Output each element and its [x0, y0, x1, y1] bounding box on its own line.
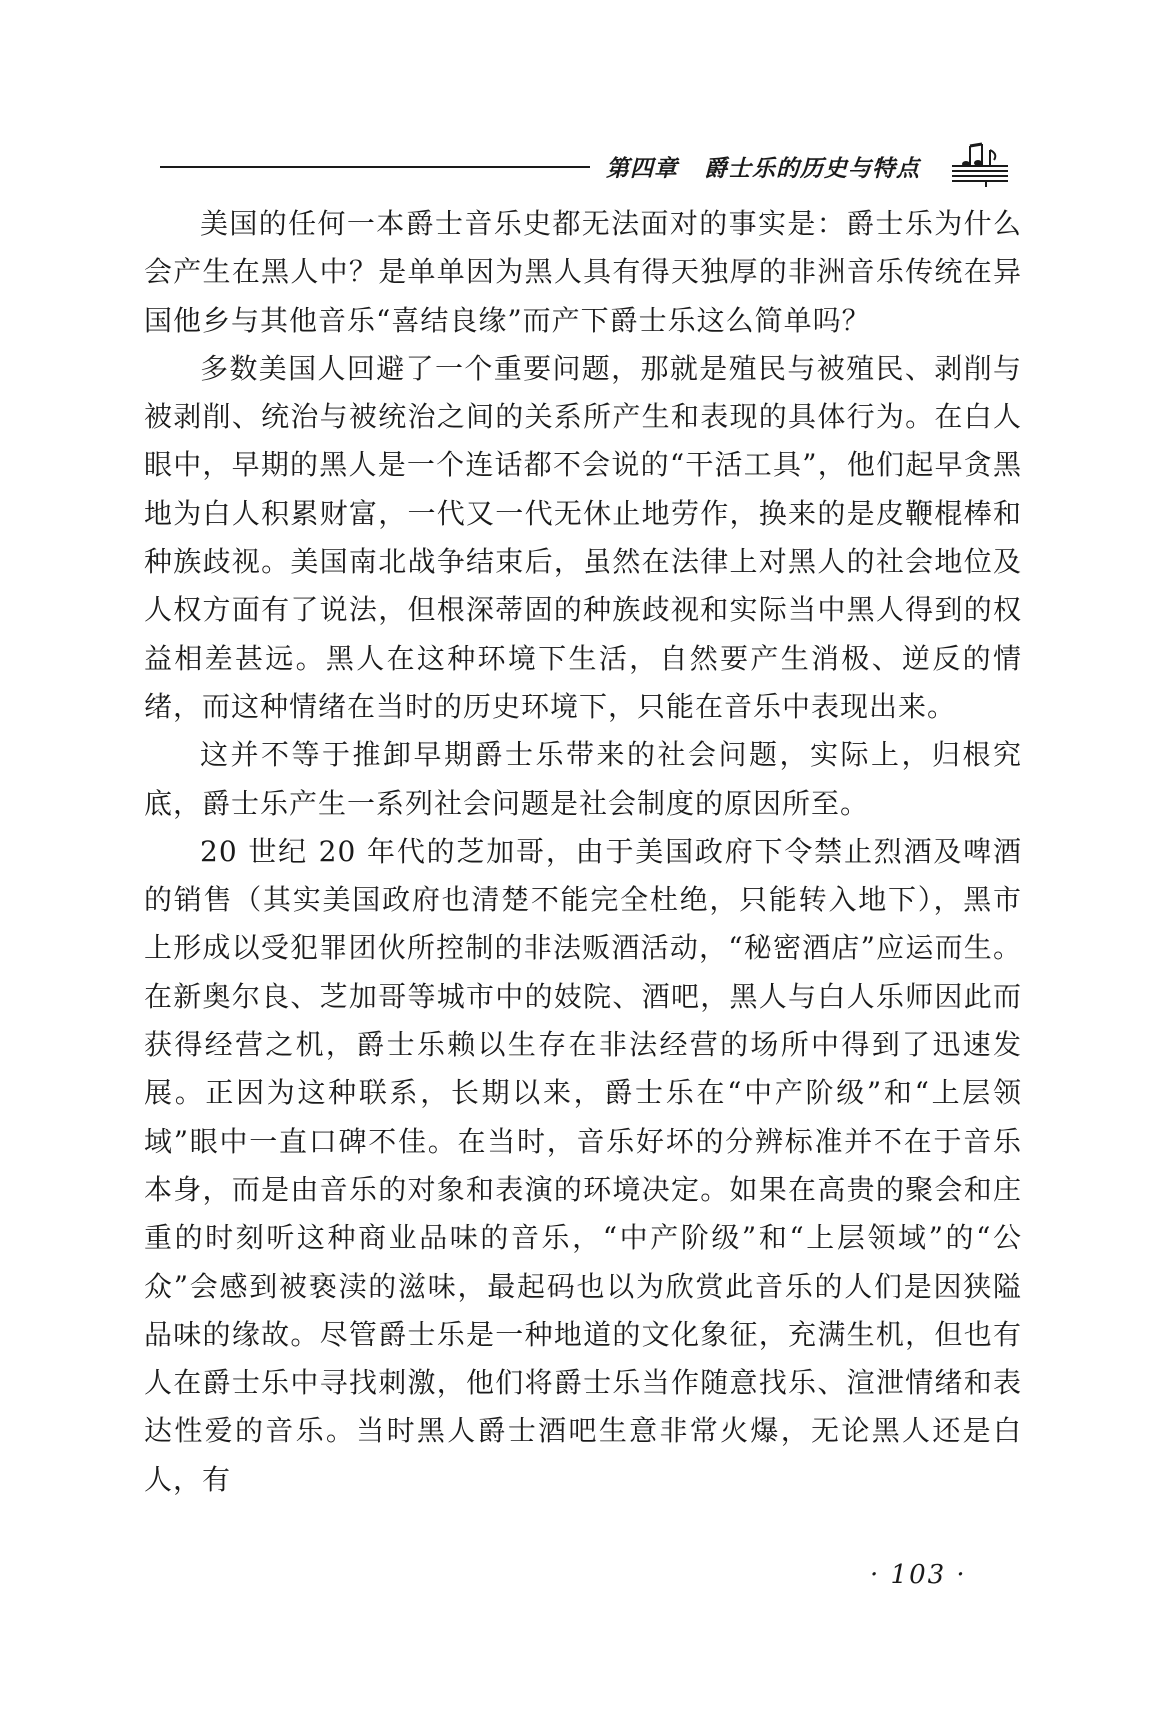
- chapter-label: 第四章: [606, 155, 678, 182]
- header-rule: [160, 166, 590, 168]
- chapter-title: 爵士乐的历史与特点: [704, 155, 920, 182]
- paragraph: 多数美国人回避了一个重要问题，那就是殖民与被殖民、剥削与被剥削、统治与被统治之间的关系所产生和表现的具体行为。在白人眼中，早期的黑人是一个连话都不会说的“干活工具”，他们起早贪黑地为白人积累财富，一代又一代无休止地劳作，换来的是皮鞭棍棒和种族歧视。美国南北战争结束后，虽然在法律上对黑人的社会地位及人权方面有了说法，但根深蒂固的种族歧视和实际当中黑人得到的权益相差甚远。黑人在这种环境下生活，自然要产生消极、逆反的情绪，而这种情绪在当时的历史环境下，只能在音乐中表现出来。: [144, 351, 1022, 723]
- body-text: [144, 200, 1022, 1504]
- page-number: · 103 ·: [870, 1560, 967, 1590]
- paragraph: 这并不等于推卸早期爵士乐带来的社会问题，实际上，归根究底，爵士乐产生一系列社会问题是社会制度的原因所至。: [144, 738, 1022, 820]
- running-header: [160, 140, 1010, 188]
- music-staff-icon: [950, 140, 1010, 188]
- paragraph: 美国的任何一本爵士音乐史都无法面对的事实是：爵士乐为什么会产生在黑人中？是单单因为黑人具有得天独厚的非洲音乐传统在异国他乡与其他音乐“喜结良缘”而产下爵士乐这么简单吗？: [144, 207, 1022, 337]
- paragraph: 20 世纪 20 年代的芝加哥，由于美国政府下令禁止烈酒及啤酒的销售（其实美国政府也清楚不能完全杜绝，只能转入地下），黑市上形成以受犯罪团伙所控制的非法贩酒活动，“秘密酒店”应运而生。在新奥尔良、芝加哥等城市中的妓院、酒吧，黑人与白人乐师因此而获得经营之机，爵士乐赖以生存在非法经营的场所中得到了迅速发展。正因为这种联系，长期以来，爵士乐在“中产阶级”和“上层领域”眼中一直口碑不佳。在当时，音乐好坏的分辨标准并不在于音乐本身，而是由音乐的对象和表演的环境决定。如果在高贵的聚会和庄重的时刻听这种商业品味的音乐，“中产阶级”和“上层领域”的“公众”会感到被亵渎的滋味，最起码也以为欣赏此音乐的人们是因狭隘品味的缘故。尽管爵士乐是一种地道的文化象征，充满生机，但也有人在爵士乐中寻找刺激，他们将爵士乐当作随意找乐、渲泄情绪和表达性爱的音乐。当时黑人爵士酒吧生意非常火爆，无论黑人还是白人，有: [144, 834, 1022, 1496]
